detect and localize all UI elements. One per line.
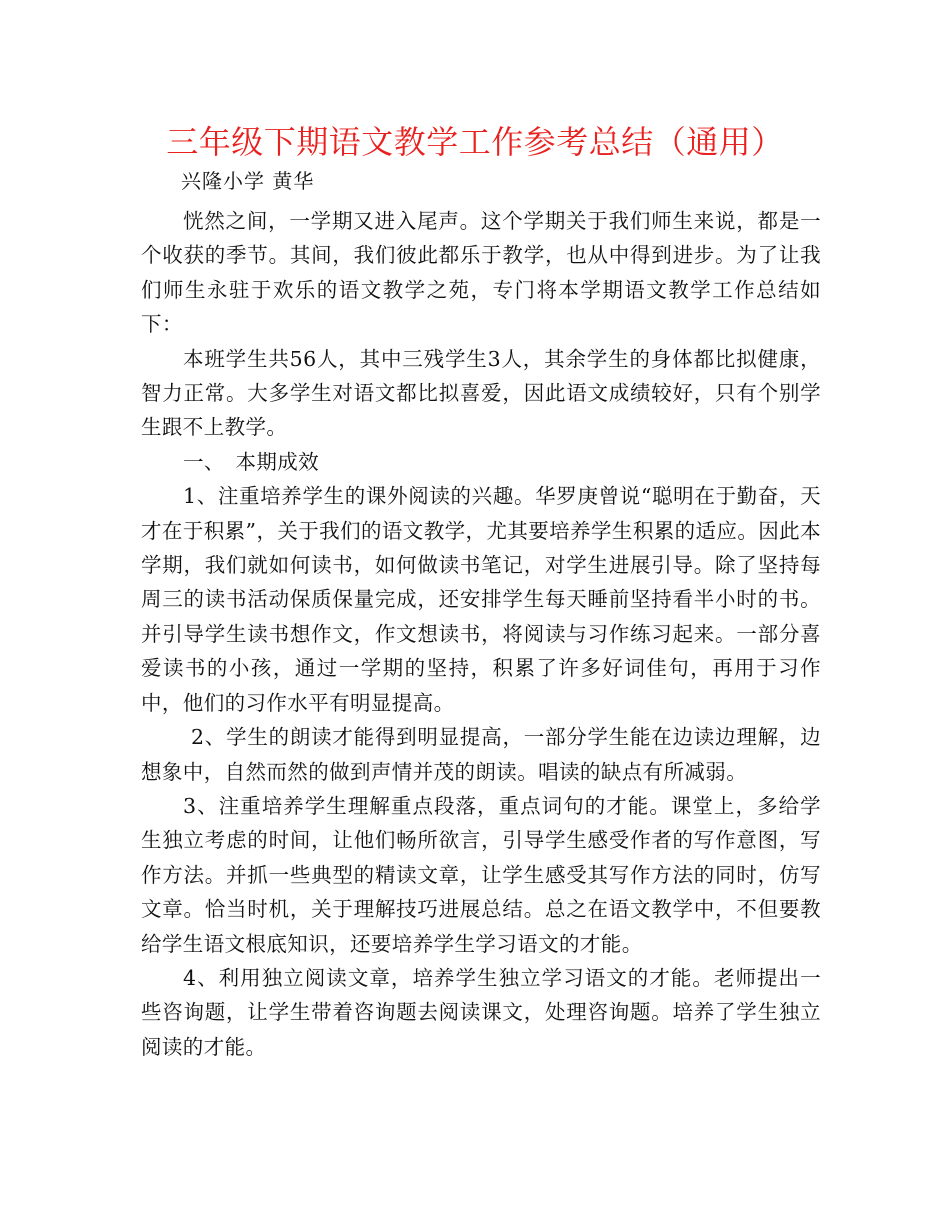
paragraph-item-4: 4、利用独立阅读文章，培养学生独立学习语文的才能。老师提出一些咨询题，让学生带着咨询题去阅读课文，处理咨询题。培养了学生独立阅读的才能。 <box>141 965 821 1059</box>
document-body <box>141 204 821 1064</box>
paragraph-item-2: 2、学生的朗读才能得到明显提高，一部分学生能在边读边理解，边想象中，自然而然的做到声情并茂的朗读。唱读的缺点有所减弱。 <box>141 725 821 784</box>
paragraph-intro: 恍然之间，一学期又进入尾声。这个学期关于我们师生来说，都是一个收获的季节。其间，我们彼此都乐于教学，也从中得到进步。为了让我们师生永驻于欢乐的语文教学之苑，专门将本学期语文教学工作总结如下： <box>141 209 821 337</box>
paragraph-item-3: 3、注重培养学生理解重点段落，重点词句的才能。课堂上，多给学生独立考虑的时间，让他们畅所欲言，引导学生感受作者的写作意图，写作方法。并抓一些典型的精读文章，让学生感受其写作方法的同时，仿写文章。恰当时机，关于理解技巧进展总结。总之在语文教学中，不但要教给学生语文根底知识，还要培养学生学习语文的才能。 <box>141 793 821 956</box>
document-title: 三年级下期语文教学工作参考总结（通用） <box>166 123 784 161</box>
section-heading-achievements: 一、 本期成效 <box>183 449 320 474</box>
paragraph-class-overview: 本班学生共56人，其中三残学生3人，其余学生的身体都比拟健康，智力正常。大多学生对语文都比拟喜爱，因此语文成绩较好，只有个别学生跟不上教学。 <box>141 346 821 440</box>
document-author: 兴隆小学 黄华 <box>181 169 315 193</box>
paragraph-item-1: 1、注重培养学生的课外阅读的兴趣。华罗庚曾说“聪明在于勤奋，天才在于积累”，关于我们的语文教学，尤其要培养学生积累的适应。因此本学期，我们就如何读书，如何做读书笔记，对学生进展引导。除了坚持每周三的读书活动保质保量完成，还安排学生每天睡前坚持看半小时的书。并引导学生读书想作文，作文想读书，将阅读与习作练习起来。一部分喜爱读书的小孩，通过一学期的坚持，积累了许多好词佳句，再用于习作中，他们的习作水平有明显提高。 <box>141 484 821 715</box>
